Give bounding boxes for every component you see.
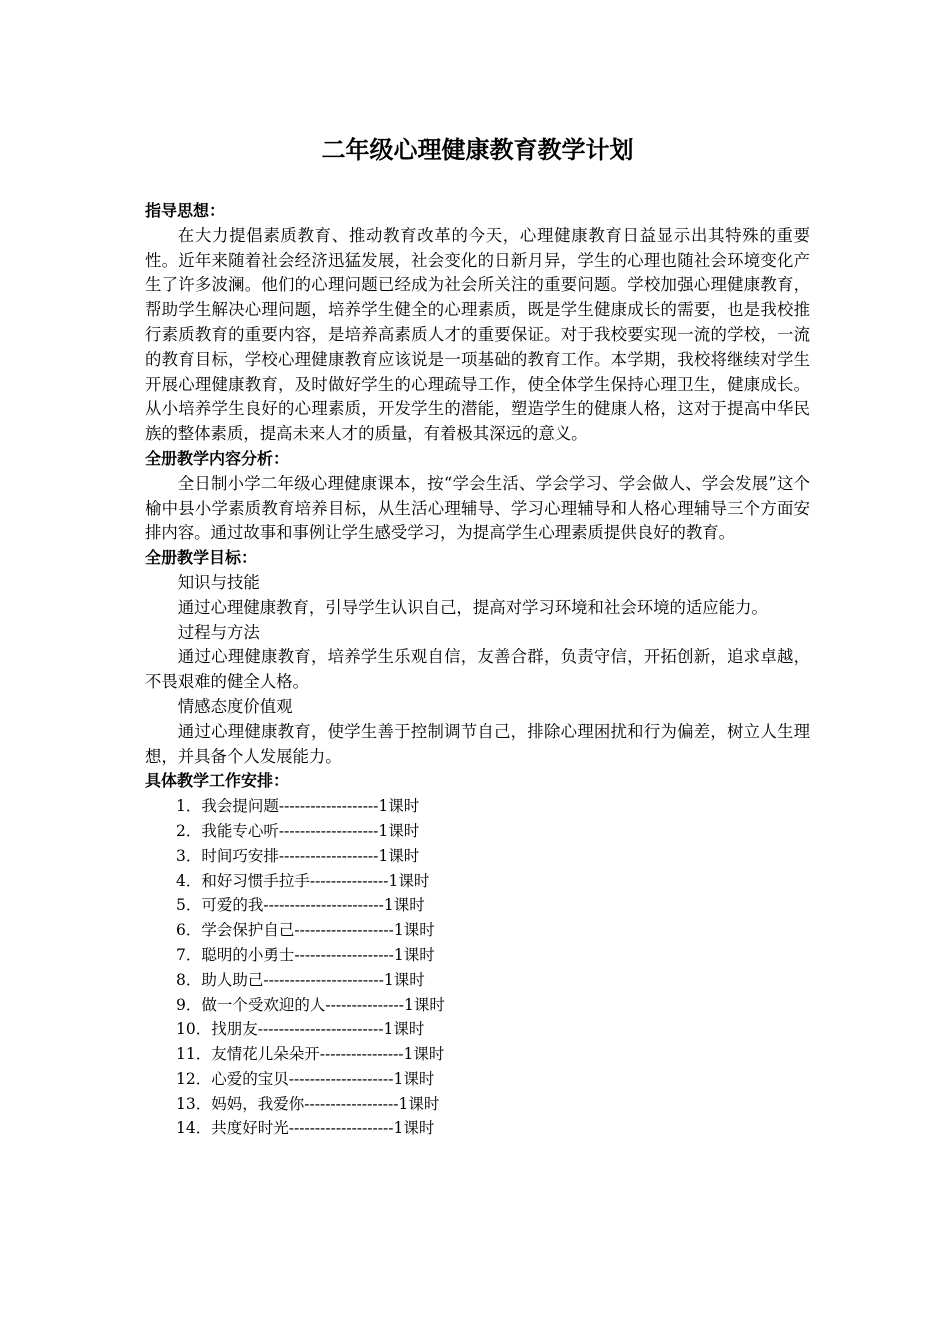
process-paragraph: 通过心理健康教育，培养学生乐观自信，友善合群，负责守信，开拓创新，追求卓越，不畏艰难的健全人格。	[145, 647, 810, 692]
lesson-hours: 1课时	[378, 821, 420, 840]
lesson-number: 9．	[176, 995, 202, 1014]
list-item	[145, 993, 810, 1018]
leader-dashes: ----------------	[319, 1045, 404, 1064]
guiding-paragraph: 在大力提倡素质教育、推动教育改革的今天，心理健康教育日益显示出其特殊的重要性。近年来随着社会经济迅猛发展，社会变化的日新月异，学生的心理也随社会环境变化产生了许多波澜。他们的心理问题已经成为社会所关注的重要问题。学校加强心理健康教育，帮助学生解决心理问题，培养学生健全的心理素质，既是学生健康成长的需要，也是我校推行素质教育的重要内容，是培养高素质人才的重要保证。对于我校要实现一流的学校，一流的教育目标，学校心理健康教育应该说是一项基础的教育工作。本学期，我校将继续对学生开展心理健康教育，及时做好学生的心理疏导工作，使全体学生保持心理卫生，健康成长。从小培养学生良好的心理素质，开发学生的潜能，塑造学生的健康人格，这对于提高中华民族的整体素质，提高未来人才的质量，有着极其深远的意义。	[145, 225, 810, 444]
analysis-heading: 全册教学内容分析：	[145, 448, 290, 468]
lesson-hours: 1课时	[383, 896, 425, 915]
lesson-number: 3．	[176, 846, 202, 865]
lesson-number: 14．	[176, 1119, 212, 1138]
lesson-number: 1．	[176, 797, 202, 816]
lesson-title: 时间巧安排	[201, 846, 279, 865]
analysis-paragraph: 全日制小学二年级心理健康课本，按“学会生活、学会学习、学会做人、学会发展”这个榆中县小学素质教育培养目标，从生活心理辅导、学习心理辅导和人格心理辅导三个方面安排内容。通过故事和事例让学生感受学习，为提高学生心理素质提供良好的教育。	[145, 473, 810, 543]
lesson-number: 7．	[176, 945, 202, 964]
leader-dashes: -------------------	[294, 945, 394, 964]
guiding-heading: 指导思想：	[145, 201, 226, 220]
lesson-hours: 1课时	[398, 1094, 440, 1113]
lesson-hours: 1课时	[403, 995, 445, 1014]
schedule-list	[145, 794, 810, 1141]
knowledge-paragraph: 通过心理健康教育，引导学生认识自己，提高对学习环境和社会环境的适应能力。	[177, 597, 768, 617]
lesson-title: 心爱的宝贝	[211, 1069, 289, 1088]
lesson-title: 聪明的小勇士	[201, 945, 295, 964]
leader-dashes: ---------------	[309, 871, 389, 890]
page-title: 二年级心理健康教育教学计划	[321, 136, 634, 164]
lesson-title: 妈妈，我爱你	[211, 1094, 305, 1113]
leader-dashes: --------------------	[288, 1069, 394, 1088]
lesson-number: 6．	[176, 921, 202, 940]
lesson-title: 我能专心听	[201, 821, 279, 840]
lesson-hours: 1课时	[378, 797, 420, 816]
list-item	[145, 819, 810, 844]
lesson-number: 4．	[176, 871, 202, 890]
knowledge-label: 知识与技能	[177, 572, 260, 592]
list-item	[145, 893, 810, 918]
list-item	[145, 918, 810, 943]
list-item	[145, 1067, 810, 1092]
lesson-number: 8．	[176, 970, 202, 989]
goals-heading: 全册教学目标：	[145, 548, 258, 568]
leader-dashes: ------------------------	[257, 1020, 384, 1039]
leader-dashes: -------------------	[278, 846, 379, 865]
schedule-heading: 具体教学工作安排：	[145, 771, 290, 791]
lesson-title: 可爱的我	[201, 896, 264, 915]
lesson-hours: 1课时	[393, 1069, 435, 1088]
list-item	[145, 1116, 810, 1141]
list-item	[145, 1017, 810, 1042]
leader-dashes: -----------------------	[263, 896, 384, 915]
lesson-hours: 1课时	[378, 846, 420, 865]
lesson-number: 5．	[176, 896, 202, 915]
leader-dashes: -------------------	[278, 821, 379, 840]
lesson-number: 12．	[176, 1069, 212, 1088]
lesson-hours: 1课时	[388, 871, 430, 890]
leader-dashes: -----------------------	[263, 970, 384, 989]
emotion-label: 情感态度价值观	[177, 696, 293, 716]
list-item	[145, 943, 810, 968]
lesson-hours: 1课时	[403, 1045, 445, 1064]
lesson-title: 我会提问题	[201, 797, 279, 816]
lesson-number: 10．	[176, 1020, 212, 1039]
leader-dashes: -------------------	[278, 797, 379, 816]
lesson-title: 学会保护自己	[201, 921, 295, 940]
lesson-title: 找朋友	[211, 1020, 258, 1039]
lesson-title: 做一个受欢迎的人	[201, 995, 326, 1014]
list-item	[145, 794, 810, 819]
lesson-title: 和好习惯手拉手	[201, 871, 310, 890]
list-item	[145, 844, 810, 869]
lesson-number: 2．	[176, 821, 202, 840]
process-label: 过程与方法	[177, 622, 260, 642]
lesson-number: 11．	[176, 1045, 212, 1064]
list-item	[145, 1092, 810, 1117]
lesson-hours: 1课时	[383, 1020, 425, 1039]
leader-dashes: -------------------	[294, 921, 394, 940]
lesson-title: 友情花儿朵朵开	[211, 1045, 320, 1064]
list-item	[145, 1042, 810, 1067]
lesson-hours: 1课时	[393, 1119, 435, 1138]
lesson-hours: 1课时	[393, 921, 435, 940]
lesson-title: 助人助己	[201, 970, 264, 989]
lesson-number: 13．	[176, 1094, 212, 1113]
leader-dashes: ------------------	[304, 1094, 399, 1113]
lesson-title: 共度好时光	[211, 1119, 289, 1138]
list-item	[145, 869, 810, 894]
document-body	[145, 199, 810, 1141]
lesson-hours: 1课时	[383, 970, 425, 989]
emotion-paragraph: 通过心理健康教育，使学生善于控制调节自己，排除心理困扰和行为偏差，树立人生理想，并具备个人发展能力。	[145, 721, 810, 766]
leader-dashes: --------------------	[288, 1119, 394, 1138]
leader-dashes: ---------------	[325, 995, 404, 1014]
lesson-hours: 1课时	[393, 945, 435, 964]
list-item	[145, 968, 810, 993]
